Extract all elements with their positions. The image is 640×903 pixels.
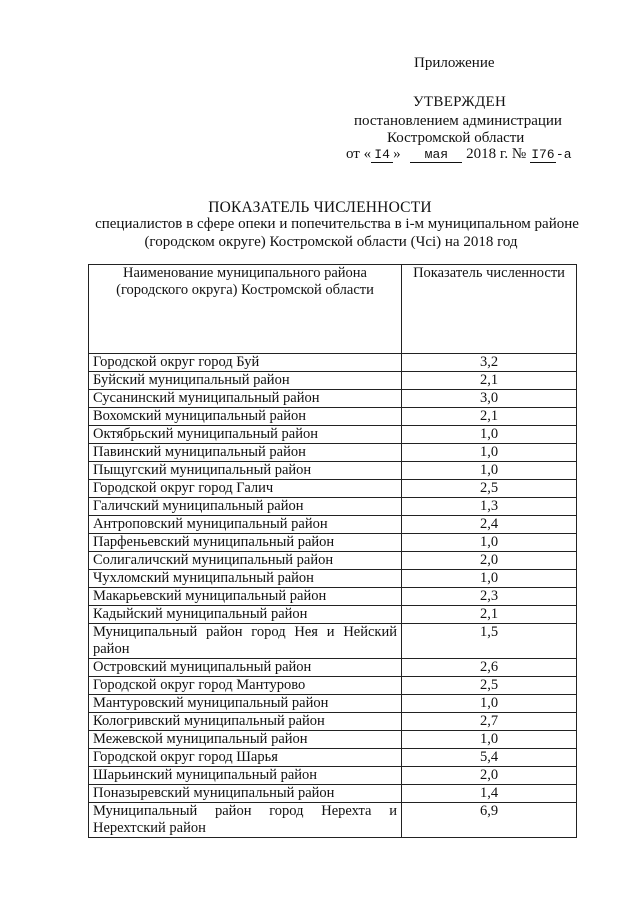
date-prefix: от « (346, 146, 372, 162)
indicator-value-cell: 2,0 (402, 552, 577, 570)
document-subtitle-line1: специалистов в сфере опеки и попечительства в i-м муниципальном районе (95, 216, 579, 232)
indicator-value-cell: 1,0 (402, 695, 577, 713)
indicator-value-cell: 2,1 (402, 372, 577, 390)
district-name-cell: Парфеньевский муниципальный район (89, 534, 402, 552)
table-row (89, 713, 577, 731)
column-header-indicator: Показатель численности (402, 265, 577, 354)
indicator-value-cell: 3,0 (402, 390, 577, 408)
table-row (89, 803, 577, 838)
table-row (89, 390, 577, 408)
table-body (89, 354, 577, 838)
indicator-value-cell: 1,4 (402, 785, 577, 803)
district-name-cell: Городской округ город Мантурово (89, 677, 402, 695)
date-month: мая (410, 147, 462, 163)
document-title: ПОКАЗАТЕЛЬ ЧИСЛЕННОСТИ (208, 199, 432, 216)
table-row (89, 462, 577, 480)
district-name-cell: Муниципальный район город Нея и Нейский район (89, 624, 402, 659)
table-row (89, 624, 577, 659)
approved-region-line: Костромской области (387, 130, 525, 146)
indicator-value-cell: 1,0 (402, 426, 577, 444)
table-row (89, 444, 577, 462)
table-row (89, 785, 577, 803)
decree-number: I76 (531, 147, 555, 162)
table-row (89, 372, 577, 390)
table-row (89, 677, 577, 695)
district-name-cell: Мантуровский муниципальный район (89, 695, 402, 713)
table-row (89, 354, 577, 372)
decree-date-line (346, 146, 572, 163)
table-row (89, 408, 577, 426)
indicator-value-cell: 1,0 (402, 534, 577, 552)
district-name-cell: Кологривский муниципальный район (89, 713, 402, 731)
district-name-cell: Городской округ город Шарья (89, 749, 402, 767)
indicator-value-cell: 2,7 (402, 713, 577, 731)
district-name-cell: Солигаличский муниципальный район (89, 552, 402, 570)
district-name-cell: Вохомский муниципальный район (89, 408, 402, 426)
district-name-cell: Городской округ город Галич (89, 480, 402, 498)
district-name-cell: Кадыйский муниципальный район (89, 606, 402, 624)
table-row (89, 767, 577, 785)
decree-suffix: -а (555, 147, 572, 162)
table-row (89, 516, 577, 534)
indicator-value-cell: 1,0 (402, 731, 577, 749)
district-name-cell: Межевской муниципальный район (89, 731, 402, 749)
staff-indicator-table (88, 264, 577, 838)
indicator-value-cell: 1,0 (402, 462, 577, 480)
district-name-cell: Галичский муниципальный район (89, 498, 402, 516)
district-name-cell: Сусанинский муниципальный район (89, 390, 402, 408)
table-row (89, 498, 577, 516)
indicator-value-cell: 1,0 (402, 444, 577, 462)
indicator-value-cell: 2,0 (402, 767, 577, 785)
table-row (89, 552, 577, 570)
date-day: I4 (371, 147, 393, 163)
indicator-value-cell: 2,5 (402, 677, 577, 695)
indicator-value-cell: 1,5 (402, 624, 577, 659)
table-row (89, 606, 577, 624)
indicator-value-cell: 2,1 (402, 606, 577, 624)
table-row (89, 731, 577, 749)
district-name-cell: Муниципальный район город Нерехта и Нерехтский район (89, 803, 402, 838)
district-name-cell: Буйский муниципальный район (89, 372, 402, 390)
table-row (89, 695, 577, 713)
indicator-value-cell: 5,4 (402, 749, 577, 767)
district-name-cell: Макарьевский муниципальный район (89, 588, 402, 606)
table-row (89, 426, 577, 444)
district-name-cell: Пыщугский муниципальный район (89, 462, 402, 480)
column-header-district: Наименование муниципального района (городского округа) Костромской области (89, 265, 402, 354)
district-name-cell: Островский муниципальный район (89, 659, 402, 677)
table-row (89, 749, 577, 767)
table-row (89, 480, 577, 498)
district-name-cell: Октябрьский муниципальный район (89, 426, 402, 444)
district-name-cell: Антроповский муниципальный район (89, 516, 402, 534)
indicator-value-cell: 1,0 (402, 570, 577, 588)
indicator-value-cell: 2,4 (402, 516, 577, 534)
indicator-value-cell: 2,5 (402, 480, 577, 498)
document-subtitle-line2: (городском округе) Костромской области (Чсi) на 2018 год (144, 234, 518, 250)
date-mid: » (393, 146, 401, 162)
district-name-cell: Шарьинский муниципальный район (89, 767, 402, 785)
indicator-value-cell: 2,3 (402, 588, 577, 606)
table-row (89, 570, 577, 588)
district-name-cell: Павинский муниципальный район (89, 444, 402, 462)
table-header-row (89, 265, 577, 354)
indicator-value-cell: 1,3 (402, 498, 577, 516)
district-name-cell: Городской округ город Буй (89, 354, 402, 372)
indicator-value-cell: 3,2 (402, 354, 577, 372)
appendix-label: Приложение (414, 55, 495, 71)
approved-by-line: постановлением администрации (354, 113, 562, 129)
table-row (89, 659, 577, 677)
district-name-cell: Чухломский муниципальный район (89, 570, 402, 588)
date-year: 2018 г. № (466, 146, 527, 162)
indicator-value-cell: 6,9 (402, 803, 577, 838)
table-row (89, 588, 577, 606)
approved-label: УТВЕРЖДЕН (413, 94, 507, 110)
indicator-value-cell: 2,1 (402, 408, 577, 426)
district-name-cell: Поназыревский муниципальный район (89, 785, 402, 803)
indicator-value-cell: 2,6 (402, 659, 577, 677)
table-row (89, 534, 577, 552)
